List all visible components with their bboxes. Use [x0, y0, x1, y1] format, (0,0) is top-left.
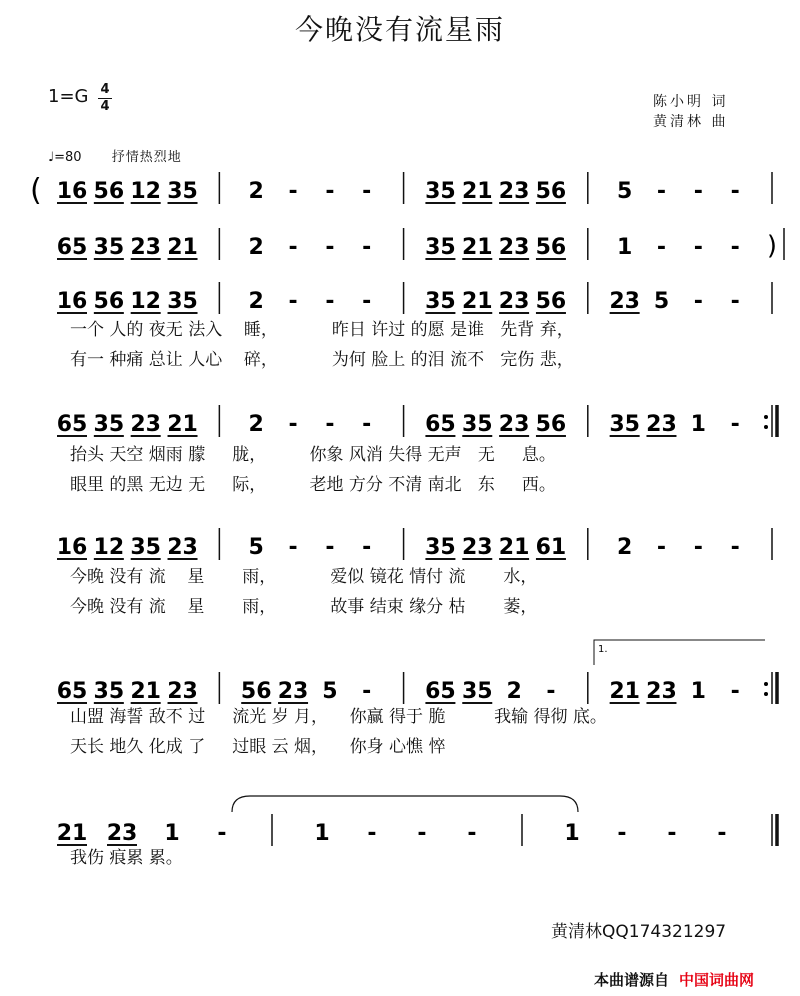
lyric-line: 眼里 的黑 无边 无 际， 老地 方分 不清 南北 东 西。	[70, 475, 556, 495]
repeat-dot	[764, 425, 768, 429]
note-group: -	[362, 235, 372, 260]
note-group: 35	[425, 289, 456, 314]
note-group: 5	[248, 535, 264, 560]
note-group: -	[417, 821, 427, 846]
lyric-line: 抬头 天空 烟雨 朦 胧， 你象 风消 失得 无声 无 息。	[70, 445, 556, 465]
volta-bracket	[594, 640, 765, 665]
key-signature: 1=G	[48, 86, 89, 107]
note-group: 35	[425, 235, 456, 260]
note-group: -	[730, 179, 740, 204]
note-group: 65	[56, 679, 88, 704]
note-group: 2	[248, 289, 264, 314]
note-group: 1	[690, 412, 706, 437]
note-group: -	[693, 535, 703, 560]
note-group: 65	[425, 679, 456, 704]
opening-bracket: (	[30, 173, 42, 208]
note-group: -	[325, 179, 335, 204]
note-group: 16	[56, 179, 88, 204]
lyric-line: 今晚 没有 流 星 雨， 故事 结束 缘分 枯 萎，	[70, 597, 538, 617]
note-group: -	[288, 179, 298, 204]
note-group: -	[730, 289, 740, 314]
closing-bracket: )	[766, 231, 778, 261]
note-group: 21	[56, 821, 88, 846]
note-group: -	[288, 412, 298, 437]
note-group: 23	[609, 289, 640, 314]
note-group: -	[288, 535, 298, 560]
note-group: 1	[164, 821, 180, 846]
note-group: -	[693, 179, 703, 204]
note-group: 23	[498, 235, 530, 260]
note-group: 2	[248, 235, 264, 260]
note-group: 23	[167, 535, 198, 560]
note-group: 23	[167, 679, 198, 704]
note-group: -	[546, 679, 556, 704]
note-group: 1	[616, 235, 633, 260]
note-group: 23	[130, 412, 161, 437]
note-group: 16	[56, 535, 88, 560]
note-group: 16	[56, 289, 88, 314]
tempo-mark: ♩=80	[48, 150, 82, 165]
note-group: -	[693, 289, 703, 314]
note-group: 2	[506, 679, 522, 704]
note-group: 56	[535, 412, 567, 437]
note-group: -	[467, 821, 477, 846]
repeat-dot	[764, 692, 768, 696]
note-group: 23	[498, 289, 530, 314]
note-group: -	[217, 821, 227, 846]
note-group: -	[325, 412, 335, 437]
note-group: 12	[93, 535, 125, 560]
note-group: 1	[314, 821, 330, 846]
note-group: 23	[646, 412, 677, 437]
note-group: 23	[277, 679, 309, 704]
note-group: -	[362, 535, 372, 560]
note-group: -	[730, 535, 740, 560]
note-group: 5	[616, 179, 633, 204]
note-group: -	[362, 289, 372, 314]
note-group: 12	[130, 179, 161, 204]
note-group: -	[362, 679, 372, 704]
source-credit	[594, 969, 754, 990]
note-group: 56	[535, 289, 567, 314]
note-group: 35	[461, 679, 493, 704]
note-group: 21	[498, 535, 530, 560]
source-label: 本曲谱源自	[594, 971, 670, 989]
note-group: -	[325, 535, 335, 560]
note-group: 23	[498, 412, 530, 437]
note-group: -	[730, 679, 740, 704]
source-site: 中国词曲网	[679, 971, 755, 989]
note-group: 5	[322, 679, 338, 704]
note-group: -	[656, 535, 667, 560]
note-group: 35	[425, 179, 456, 204]
note-group: -	[730, 235, 740, 260]
note-group: 56	[93, 289, 125, 314]
time-signature-top: 4	[100, 82, 110, 97]
note-group: 56	[535, 235, 567, 260]
note-group: 2	[248, 179, 264, 204]
note-group: 23	[498, 179, 530, 204]
note-group: 21	[609, 679, 640, 704]
note-group: -	[325, 235, 335, 260]
note-group: -	[693, 235, 703, 260]
lyric-line: 我伤 痕累 累。	[70, 848, 183, 868]
volta-label: 1.	[598, 644, 608, 655]
note-group: 35	[461, 412, 493, 437]
lyric-line: 一个 人的 夜无 法入 睡， 昨日 许过 的愿 是谁 先背 弃，	[70, 320, 574, 340]
note-group: -	[367, 821, 377, 846]
note-group: 5	[653, 289, 670, 314]
tie-arc	[232, 796, 578, 812]
note-group: 12	[130, 289, 161, 314]
note-group: 21	[167, 235, 198, 260]
note-group: -	[730, 412, 740, 437]
repeat-dot	[764, 682, 768, 686]
time-signature-bottom: 4	[100, 99, 110, 114]
note-group: 35	[609, 412, 640, 437]
note-group: 1	[564, 821, 580, 846]
tempo-style: 抒情热烈地	[111, 150, 182, 165]
note-group: 21	[461, 289, 493, 314]
song-title: 今晚没有流星雨	[294, 13, 505, 46]
repeat-dot	[764, 415, 768, 419]
lyric-line: 有一 种痛 总让 人心 碎， 为何 脸上 的泪 流不 完伤 悲，	[70, 350, 574, 370]
note-group: 23	[106, 821, 138, 846]
note-group: -	[656, 179, 667, 204]
note-group: -	[362, 412, 372, 437]
note-group: -	[656, 235, 667, 260]
note-group: 21	[130, 679, 161, 704]
note-group: 23	[646, 679, 677, 704]
note-group: 35	[93, 679, 125, 704]
note-group: -	[667, 821, 677, 846]
note-group: 35	[130, 535, 161, 560]
note-group: 1	[690, 679, 706, 704]
note-group: 56	[93, 179, 125, 204]
note-group: 35	[167, 179, 198, 204]
note-group: -	[288, 289, 298, 314]
note-group: 2	[248, 412, 264, 437]
composer: 黄清林 曲	[653, 114, 729, 130]
note-group: 23	[130, 235, 161, 260]
note-group: 56	[240, 679, 272, 704]
note-group: 35	[425, 535, 456, 560]
note-group: 21	[461, 179, 493, 204]
note-group: -	[617, 821, 627, 846]
note-group: -	[325, 289, 335, 314]
lyricist: 陈小明 词	[653, 94, 729, 110]
lyric-line: 天长 地久 化成 了 过眼 云 烟， 你身 心憔 悴	[70, 737, 446, 757]
lyric-line: 山盟 海誓 敌不 过 流光 岁 月， 你赢 得于 脆 我输 得彻 底。	[70, 707, 607, 727]
note-group: 65	[56, 412, 88, 437]
arranger-signature: 黄清林QQ174321297	[551, 922, 727, 942]
note-group: 21	[167, 412, 198, 437]
note-group: 65	[56, 235, 88, 260]
note-group: 65	[425, 412, 456, 437]
note-group: 56	[535, 179, 567, 204]
lyric-line: 今晚 没有 流 星 雨， 爱似 镜花 情付 流 水，	[70, 567, 538, 587]
note-group: 61	[535, 535, 567, 560]
note-group: 35	[93, 235, 125, 260]
note-group: 35	[167, 289, 198, 314]
note-group: 35	[93, 412, 125, 437]
note-group: 2	[616, 535, 633, 560]
note-group: 23	[461, 535, 493, 560]
note-group: 21	[461, 235, 493, 260]
note-group: -	[362, 179, 372, 204]
note-group: -	[717, 821, 727, 846]
note-group: -	[288, 235, 298, 260]
